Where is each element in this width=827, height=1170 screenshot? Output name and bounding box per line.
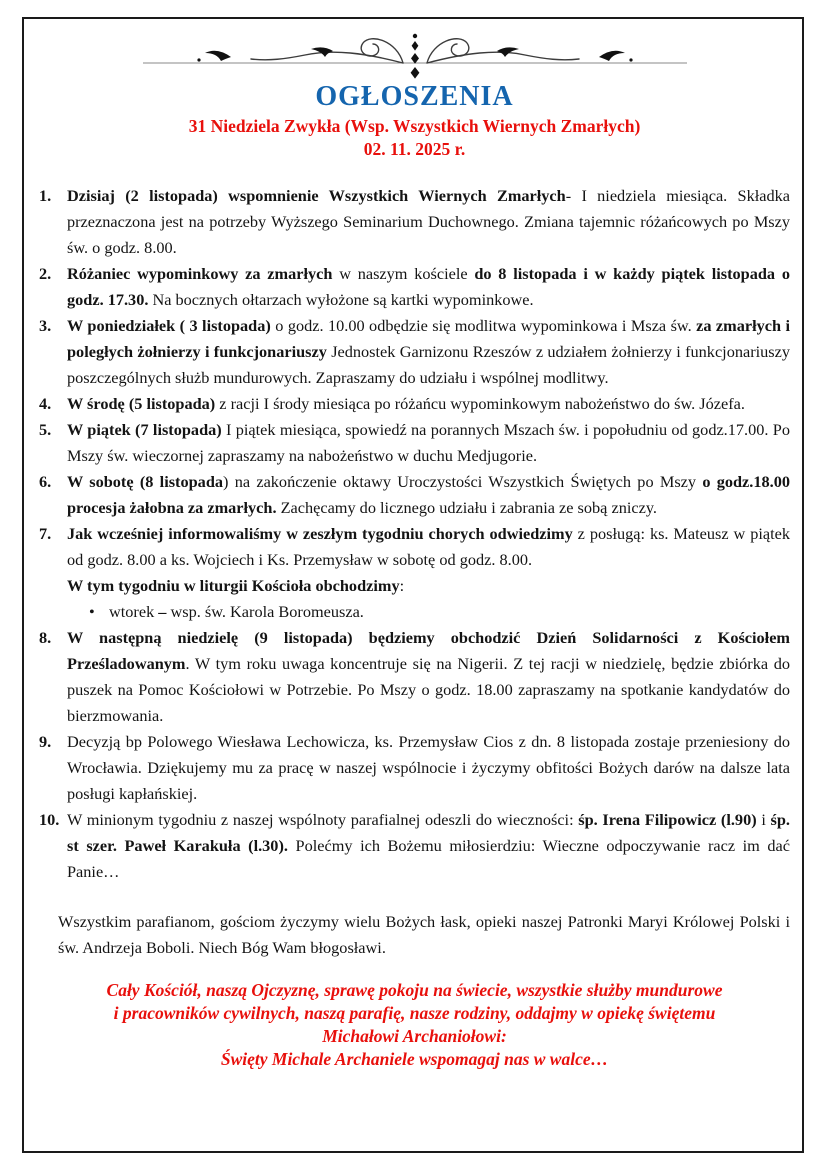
item-text [67,521,790,573]
liturgy-subheading [67,573,790,599]
bold-text-segment: Dzisiaj (2 listopada) wspomnienie Wszystkich Wiernych Zmarłych [67,186,566,205]
item-number: 3. [39,316,52,335]
closing-paragraph [58,909,790,961]
announcement-item [39,521,790,625]
prayer-line: Cały Kościół, naszą Ojczyznę, sprawę pokoju na świecie, wszystkie służby mundurowe [106,980,723,1000]
text-segment: . W tym roku uwaga koncentruje się na Nigerii. Z tej racji w niedzielę, będzie zbiórka do puszek na Pomoc Kościołowi w Potrzebie. Po Mszy o godz. 18.00 zapraszamy na spotkanie kandydatów do bierzmowania. [67,654,790,725]
item-body [67,417,790,469]
document-header [39,29,790,161]
announcement-item [39,183,790,261]
item-text [67,183,790,261]
bold-text-segment: W poniedziałek ( 3 listopada) [67,316,271,335]
text-segment: o godz. 10.00 odbędzie się modlitwa wypominkowa i Msza św. [270,316,697,335]
item-body [67,729,790,807]
text-segment: z racji I środy miesiąca po różańcu wypominkowym nabożeństwo do św. Józefa. [215,394,745,413]
text-segment: Decyzją bp Polowego Wiesława Lechowicza, ks. Przemysław Cios z dn. 8 listopada zostaje przeniesiony do Wrocławia. Dziękujemy mu za pracę w naszej wspólnocie i życzymy obfitości Bożych darów na dalsze lata posługi kapłańskiej. [67,732,790,803]
item-body [67,183,790,261]
item-text [67,469,790,521]
item-number: 8. [39,628,52,647]
announcement-item [39,807,790,885]
text-segment: Polećmy ich Bożemu miłosierdziu: Wieczne odpoczywanie racz im dać Panie… [67,836,790,881]
announcement-item [39,417,790,469]
item-number: 7. [39,524,52,543]
date-line: 02. 11. 2025 r. [363,139,466,159]
bold-text-segment: W sobotę (8 listopada [67,472,224,491]
announcement-item [39,261,790,313]
item-text [67,807,790,885]
item-number: 4. [39,394,52,413]
item-number: 2. [39,264,52,283]
bullet-item [67,599,790,625]
bullet-icon: • [89,602,95,621]
text-segment: i [756,810,771,829]
item-text [67,625,790,729]
bold-text-segment: śp. st szer. Paweł Karakuła (l.30). [67,810,790,855]
announcement-item [39,729,790,807]
announcements-list [39,183,790,885]
text-segment: Jednostek Garnizonu Rzeszów z udziałem żołnierzy i funkcjonariuszy poszczególnych służb mundurowych. Zapraszamy do udziału i wspólnej modlitwy. [67,342,790,387]
item-body [67,313,790,391]
item-text [67,417,790,469]
item-body [67,807,790,885]
item-text [67,313,790,391]
text-segment: Wszystkim parafianom, gościom życzymy wielu Bożych łask, opieki naszej Patronki Maryi Królowej Polski i św. Andrzeja Boboli. Niech Bóg Wam błogosławi. [58,912,790,957]
bold-text-segment: W piątek (7 listopada) [67,420,222,439]
bold-text-segment: W tym tygodniu w liturgii Kościoła obchodzimy [67,576,400,595]
footer-prayer [39,979,790,1071]
bold-text-segment: do 8 listopada i w każdy piątek listopada o godz. 17.30. [67,264,790,309]
item-body [67,469,790,521]
announcement-item [39,391,790,417]
item-body [67,625,790,729]
text-segment: Zachęcamy do licznego udziału i zabrania ze sobą zniczy. [276,498,657,517]
document-page [22,17,804,1153]
item-text [67,261,790,313]
flourish-divider-icon [135,29,695,81]
text-segment: W minionym tygodniu z naszej wspólnoty parafialnej odeszli do wieczności: [67,810,579,829]
item-number: 10. [39,810,60,829]
item-body [67,521,790,625]
announcement-item [39,313,790,391]
text-segment: Na bocznych ołtarzach wyłożone są kartki wypominkowe. [148,290,534,309]
subtitle: 31 Niedziela Zwykła (Wsp. Wszystkich Wiernych Zmarłych) [188,116,641,136]
bold-text-segment: za zmarłych i poległych żołnierzy i funkcjonariuszy [67,316,790,361]
prayer-line: Michałowi Archaniołowi: [322,1026,507,1046]
item-text [67,391,790,417]
bold-text-segment: – [158,602,167,621]
page-title: OGŁOSZENIA [315,81,514,112]
bold-text-segment: śp. Irena Filipowicz (l.90) [578,810,757,829]
item-text [67,729,790,807]
bold-text-segment: W następną niedzielę (9 listopada) będziemy obchodzić Dzień Solidarności z Kościołem Prześladowanym [67,628,790,673]
text-segment: z posługą: ks. Mateusz w piątek od godz. 8.00 a ks. Wojciech i Ks. Przemysław w sobotę od godz. 8.00. [67,524,790,569]
prayer-line: i pracowników cywilnych, naszą parafię, nasze rodziny, oddajmy w opiekę świętemu [113,1003,716,1023]
text-segment: - I niedziela miesiąca. Składka przeznaczona jest na potrzeby Wyższego Seminarium Duchownego. Zmiana tajemnic różańcowych po Mszy św. o godz. 8.00. [67,186,791,257]
item-number: 9. [39,732,52,751]
bold-text-segment: Różaniec wypominkowy za zmarłych [67,264,333,283]
text-segment: wsp. św. Karola Boromeusza. [166,602,364,621]
item-number: 5. [39,420,52,439]
bold-text-segment: W środę (5 listopada) [67,394,216,413]
text-segment: ) na zakończenie oktawy Uroczystości Wszystkich Świętych po Mszy [223,472,703,491]
text-segment: w naszym kościele [332,264,475,283]
bold-text-segment: o godz.18.00 procesja żałobna za zmarłych. [67,472,790,517]
item-body [67,391,790,417]
text-segment: I piątek miesiąca, spowiedź na porannych Mszach św. i popołudniu od godz.17.00. Po Mszy św. wieczornej zapraszamy na nabożeństwo w duchu Medjugorie. [67,420,790,465]
item-number: 6. [39,472,52,491]
text-segment: wtorek [109,602,159,621]
item-number: 1. [39,186,52,205]
text-segment: : [399,576,405,595]
bullet-text [109,599,364,625]
bold-text-segment: Jak wcześniej informowaliśmy w zeszłym tygodniu chorych odwiedzimy [67,524,573,543]
item-body [67,261,790,313]
announcement-item [39,469,790,521]
prayer-line: Święty Michale Archaniele wspomagaj nas w walce… [220,1049,609,1069]
announcement-item [39,625,790,729]
